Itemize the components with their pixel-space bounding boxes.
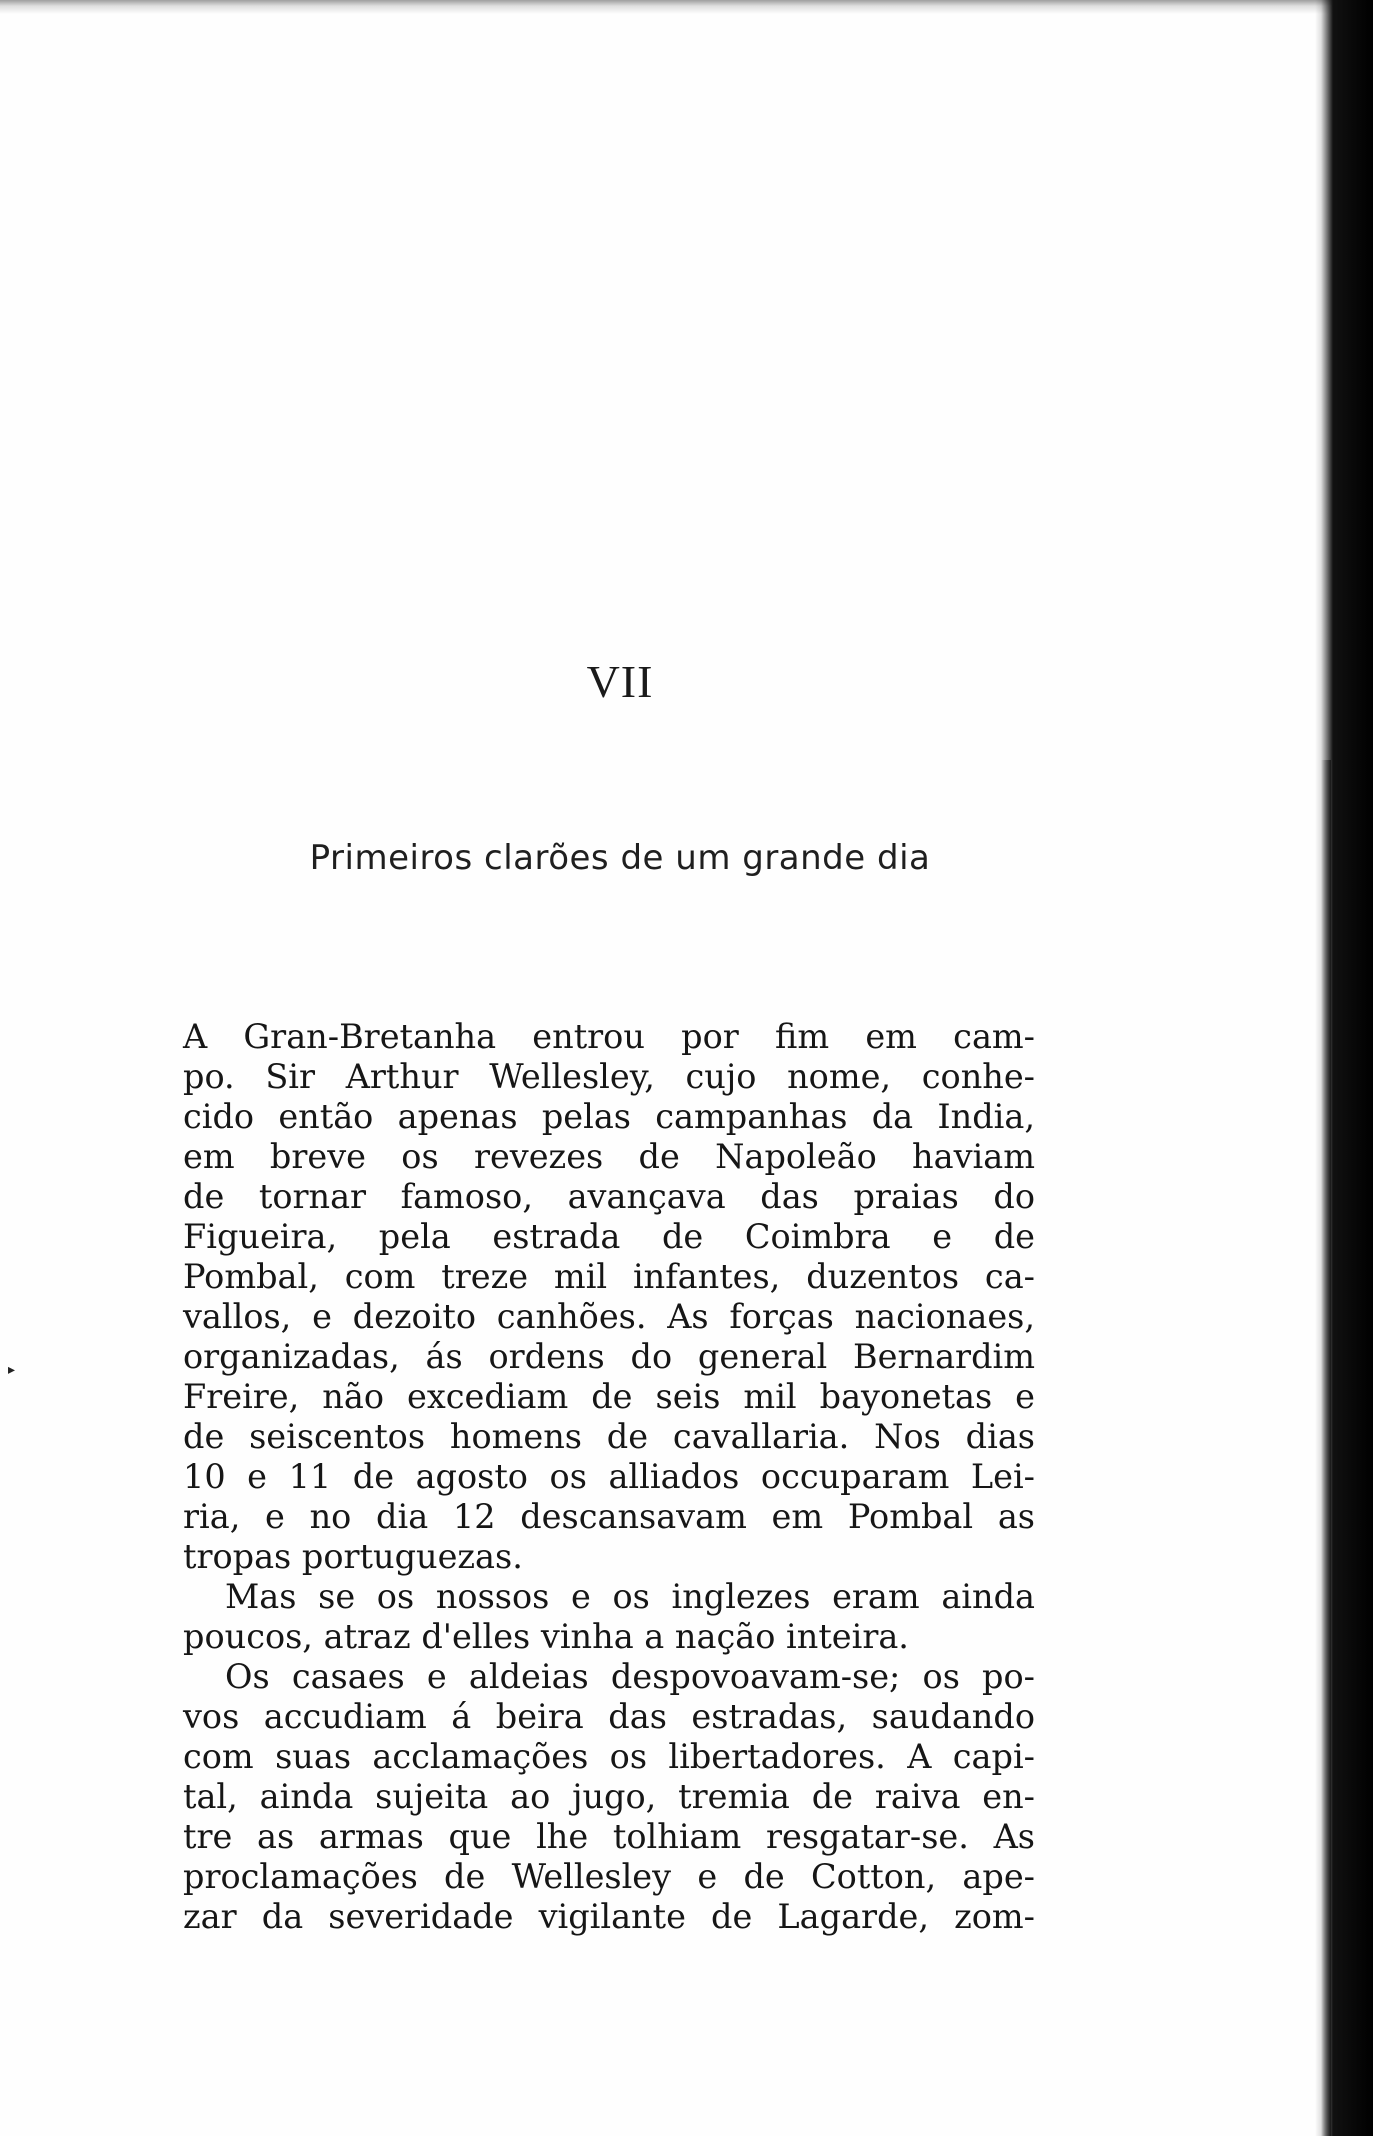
text-line: Figueira, pela estrada de Coimbra e de xyxy=(183,1217,1035,1256)
text-line: ria, e no dia 12 descansavam em Pombal as xyxy=(183,1497,1035,1536)
text-line: Os casaes e aldeias despovoavam-se; os po- xyxy=(225,1657,1035,1696)
text-line: A Gran-Bretanha entrou por fim em cam- xyxy=(183,1017,1035,1056)
text-line: de tornar famoso, avançava das praias do xyxy=(183,1177,1035,1216)
page-top-edge xyxy=(0,0,1373,14)
text-line: po. Sir Arthur Wellesley, cujo nome, conhe- xyxy=(183,1057,1035,1096)
binding-gutter-shadow xyxy=(1315,0,1373,2136)
text-line: zar da severidade vigilante de Lagarde, zom- xyxy=(183,1897,1035,1936)
text-line: tal, ainda sujeita ao jugo, tremia de raiva en- xyxy=(183,1777,1035,1816)
text-line: Pombal, com treze mil infantes, duzentos ca- xyxy=(183,1257,1035,1296)
text-line: Mas se os nossos e os inglezes eram ainda xyxy=(225,1577,1035,1616)
text-line: poucos, atraz d'elles vinha a nação inteira. xyxy=(183,1617,909,1656)
text-line: proclamações de Wellesley e de Cotton, ape- xyxy=(183,1857,1035,1896)
text-line: organizadas, ás ordens do general Bernardim xyxy=(183,1337,1035,1376)
text-line: vallos, e dezoito canhões. As forças nacionaes, xyxy=(183,1297,1035,1336)
text-line: com suas acclamações os libertadores. A capi- xyxy=(183,1737,1035,1776)
text-line: vos accudiam á beira das estradas, saudando xyxy=(183,1697,1035,1736)
text-line: cido então apenas pelas campanhas da India, xyxy=(183,1097,1035,1136)
chapter-title: Primeiros clarões de um grande dia xyxy=(309,838,931,878)
text-line: em breve os revezes de Napoleão haviam xyxy=(183,1137,1035,1176)
body-text xyxy=(183,1017,1035,1937)
text-line: 10 e 11 de agosto os alliados occuparam Lei- xyxy=(183,1457,1035,1496)
text-line: tre as armas que lhe tolhiam resgatar-se. As xyxy=(183,1817,1035,1856)
text-line: de seiscentos homens de cavallaria. Nos dias xyxy=(183,1417,1035,1456)
text-line: tropas portuguezas. xyxy=(183,1537,523,1576)
chapter-number: VII xyxy=(586,656,654,707)
margin-mark: ▸ xyxy=(8,1362,16,1378)
text-line: Freire, não excediam de seis mil bayonetas e xyxy=(183,1377,1035,1416)
